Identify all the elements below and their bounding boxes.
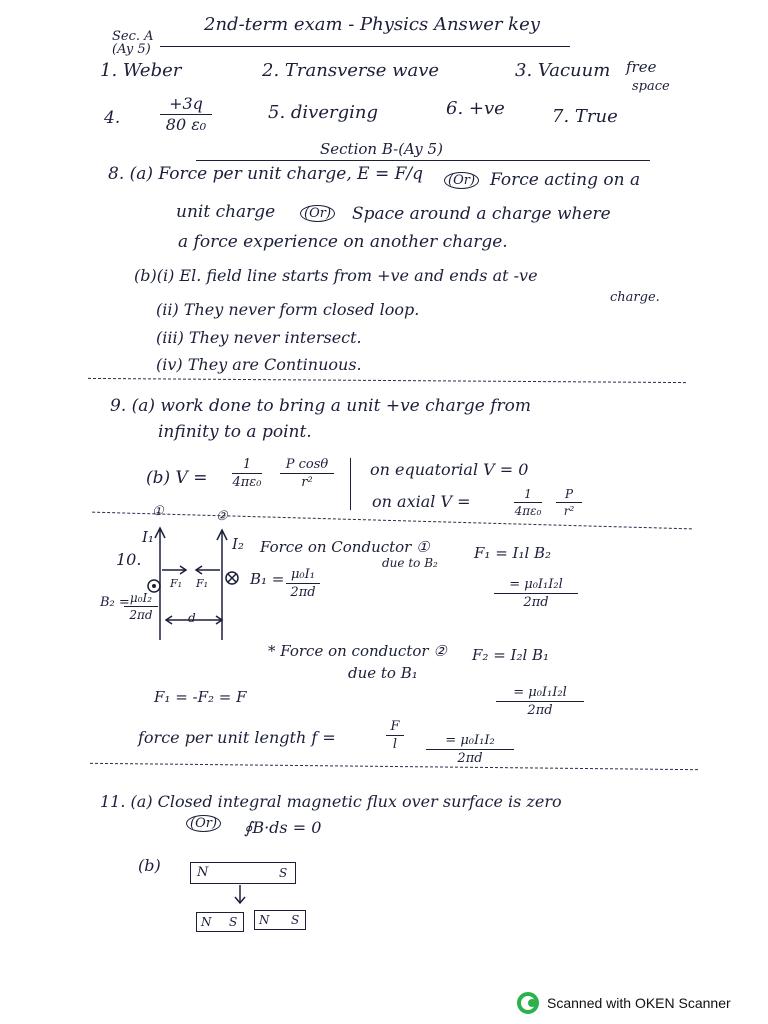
answer-5: 5. diverging — [268, 102, 378, 123]
b1-numerator: μ₀I₁ — [290, 567, 315, 582]
scanner-watermark — [517, 992, 731, 1014]
current-2-label: I₂ — [232, 535, 244, 553]
fpl-den: l — [392, 737, 398, 752]
q8-b-point-2: (ii) They never form closed loop. — [156, 300, 420, 319]
current-1-label: I₁ — [142, 528, 154, 546]
q8-or-1: (Or) — [444, 172, 479, 189]
force-2-due: due to B₁ — [348, 664, 418, 682]
q9-line2: infinity to a point. — [158, 422, 312, 442]
answer-4-denominator: 80 ε₀ — [165, 115, 207, 134]
q9-axial-frac-1-den: 4πε₀ — [514, 504, 542, 518]
q8-line3: a force experience on another charge. — [178, 232, 508, 252]
answer-2: 2. Transverse wave — [262, 60, 440, 81]
force-1-title: Force on Conductor ① — [260, 538, 430, 556]
section-b-heading: Section B-(Ay 5) — [320, 140, 443, 158]
q9-axial-frac-2-den: r² — [563, 504, 575, 518]
q8-line1: 8. (a) Force per unit charge, E = F/q — [108, 164, 424, 184]
force-relation: F₁ = -F₂ = F — [154, 688, 247, 706]
answer-4-number: 4. — [104, 108, 121, 128]
answer-3-alt-top: free — [626, 58, 657, 76]
q11-b-label: (b) — [138, 856, 161, 875]
q8-b-point-3: (iii) They never intersect. — [156, 328, 362, 347]
answer-4-numerator: +3q — [169, 94, 203, 113]
q9-axial-frac-1-num: 1 — [524, 487, 532, 501]
answer-3: 3. Vacuum — [515, 60, 611, 81]
q8-line1-end: Force acting on a — [490, 170, 641, 190]
bar-magnet-north: N — [197, 865, 209, 880]
separation-label: d — [188, 611, 196, 625]
force-1-due: due to B₂ — [382, 556, 438, 570]
force-1-arrow-label: F₁ — [170, 577, 183, 590]
answer-1: 1. Weber — [100, 60, 182, 81]
conductor-1-label: ① — [152, 504, 164, 519]
b1-denominator: 2πd — [290, 585, 316, 600]
q9-b-frac-2-num: P cosθ — [285, 457, 329, 472]
page-title: 2nd-term exam - Physics Answer key — [204, 14, 540, 35]
force-2-title: * Force on conductor ② — [268, 642, 447, 660]
b2-denominator: 2πd — [129, 608, 153, 622]
q8-b-point-4: (iv) They are Continuous. — [156, 355, 362, 374]
answer-6: 6. +ve — [446, 98, 505, 119]
small-magnet-1-north: N — [201, 915, 212, 929]
f1-result-den: 2πd — [523, 595, 549, 610]
small-magnet-2 — [254, 910, 306, 930]
q9-b-frac-1-num: 1 — [242, 457, 252, 472]
small-magnet-2-south: S — [291, 913, 300, 927]
oken-scanner-logo-icon — [517, 992, 539, 1014]
f1-equation: F₁ = I₁l B₂ — [474, 544, 552, 562]
fpl-result-num: = μ₀I₁I₂ — [445, 733, 495, 748]
q9-axial-frac-2-num: P — [564, 487, 574, 501]
q9-b-frac-2-den: r² — [301, 475, 313, 490]
fpl-result-den: 2πd — [457, 751, 483, 766]
f2-equation: F₂ = I₂l B₁ — [472, 646, 550, 664]
scanner-text: Scanned with OKEN Scanner — [547, 995, 731, 1011]
force-per-length-label: force per unit length f = — [138, 728, 336, 747]
q9-axial: on axial V = — [372, 492, 471, 511]
q11-integral: ∮B·ds = 0 — [244, 818, 322, 837]
q11-line1: 11. (a) Closed integral magnetic flux over surface is zero — [100, 792, 562, 811]
b2-numerator: μ₀I₂ — [129, 591, 153, 605]
q9-b-frac-1-den: 4πε₀ — [232, 475, 262, 490]
small-magnet-1-south: S — [229, 915, 238, 929]
small-magnet-2-north: N — [259, 913, 270, 927]
answer-7: 7. True — [552, 106, 618, 127]
q8-line2-end: Space around a charge where — [352, 204, 611, 224]
q8-b-point-1: (b)(i) El. field line starts from +ve and ends at -ve — [134, 266, 538, 285]
q9-line1: 9. (a) work done to bring a unit +ve charge from — [110, 396, 531, 416]
b2-label: B₂ = — [100, 595, 130, 610]
f2-result-den: 2πd — [527, 703, 553, 718]
force-1-arrow-label-b: F₁ — [196, 577, 209, 590]
f2-result-num: = μ₀I₁I₂l — [513, 685, 567, 700]
q9-equatorial: on equatorial V = 0 — [370, 460, 529, 479]
f1-result-num: = μ₀I₁I₂l — [509, 577, 563, 592]
fpl-num: F — [390, 719, 400, 734]
answer-3-alt-bottom: space — [632, 79, 670, 94]
small-magnet-1 — [196, 912, 244, 932]
q9-b-label: (b) V = — [146, 468, 208, 488]
conductor-2-label: ② — [216, 509, 228, 524]
bar-magnet-south: S — [279, 866, 288, 880]
q8-or-2: (Or) — [300, 205, 335, 222]
b1-label: B₁ = — [250, 570, 285, 588]
q8-b-point-1-tail: charge. — [610, 290, 660, 305]
section-a-label: Sec. A — [112, 29, 154, 44]
q10-number: 10. — [116, 550, 142, 569]
section-a-marks: (Ay 5) — [112, 42, 151, 57]
q8-line2: unit charge — [176, 202, 276, 222]
q11-or: (Or) — [186, 815, 221, 832]
